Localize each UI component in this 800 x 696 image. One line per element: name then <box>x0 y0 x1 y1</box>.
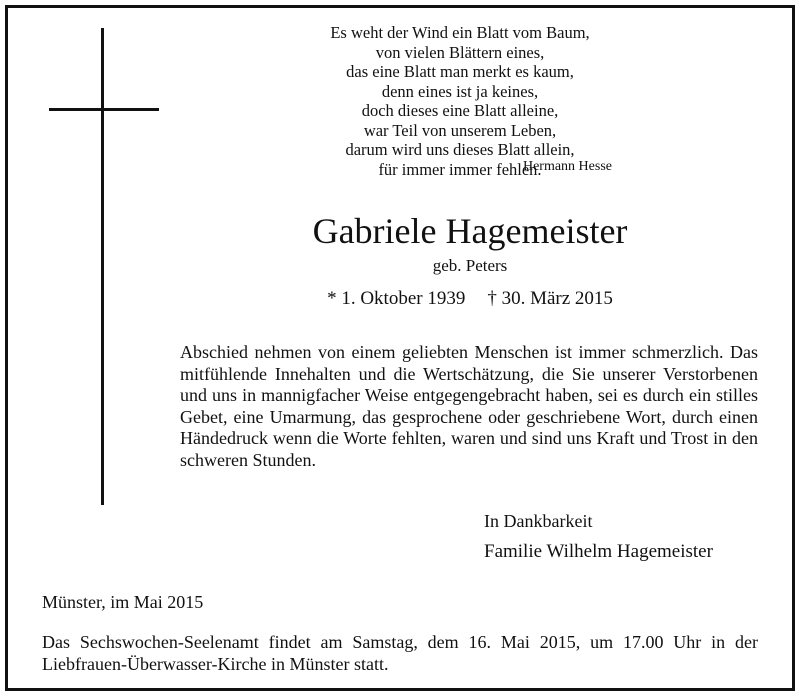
maiden-name: geb. Peters <box>432 256 508 275</box>
place-date: Münster, im Mai 2015 <box>42 592 204 612</box>
cross-icon-horizontal <box>49 108 159 111</box>
poem-line: das eine Blatt man merkt es kaum, <box>346 62 574 81</box>
poem-line: für immer immer fehlen. <box>378 159 542 179</box>
poem-line: von vielen Blättern eines, <box>375 42 545 62</box>
deceased-name: Gabriele Hagemeister <box>312 211 628 251</box>
poem-line: darum wird uns dieses Blatt allein, <box>345 140 575 159</box>
closing-family: Familie Wilhelm Hagemeister <box>484 541 713 562</box>
poem-author: Hermann Hesse <box>522 159 612 174</box>
mass-notice: Das Sechswochen-Seelenamt findet am Samstag, dem 16. Mai 2015, um 17.00 Uhr in der Liebfrauen-Überwasser-Kirche in Münster statt. <box>42 632 758 674</box>
poem-line: doch dieses eine Blatt alleine, <box>361 101 559 120</box>
poem <box>240 23 680 179</box>
poem-line: denn eines ist ja keines, <box>381 81 539 101</box>
poem-line: war Teil von unserem Leben, <box>363 120 557 140</box>
thank-you-message: Abschied nehmen von einem geliebten Menschen ist immer schmerzlich. Das mitfühlende Innehalten und die Wertschätzung, die Sie unserer Verstorbenen und uns in mannigfacher Weise entgegengebracht haben, sei es durch ein stilles Gebet, eine Umarmung, das gesprochene oder geschriebene Wort, durch einen Händedruck wenn die Worte fehlten, waren und sind uns Kraft und Trost in den schweren Stunden. <box>180 342 758 470</box>
cross-icon-vertical <box>101 28 104 505</box>
death-date: † 30. März 2015 <box>487 288 613 309</box>
birth-date: * 1. Oktober 1939 <box>327 288 466 309</box>
life-dates <box>160 288 780 310</box>
closing-thanks: In Dankbarkeit <box>484 511 593 531</box>
poem-line: Es weht der Wind ein Blatt vom Baum, <box>330 23 590 42</box>
